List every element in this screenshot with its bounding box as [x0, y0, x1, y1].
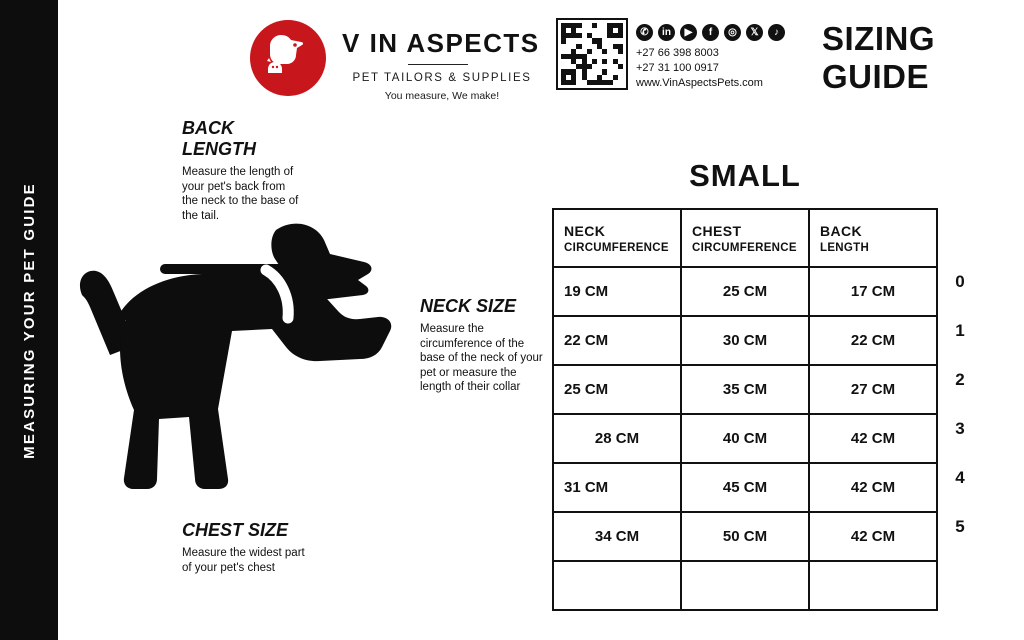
- cell-chest: 50 CM: [681, 512, 809, 561]
- callout-chest-size-title: CHEST SIZE: [182, 520, 289, 540]
- x-twitter-icon[interactable]: 𝕏: [746, 24, 763, 41]
- facebook-icon[interactable]: f: [702, 24, 719, 41]
- row-index-column: [940, 208, 980, 551]
- dog-cat-logo-icon: [262, 28, 314, 80]
- sidebar-rotated-title: [0, 0, 58, 640]
- social-icons-row: [636, 24, 785, 41]
- column-chest-line1: CHEST: [692, 222, 742, 239]
- table-row: [553, 414, 937, 463]
- qr-code-icon[interactable]: [556, 18, 628, 90]
- cell-back: 17 CM: [809, 267, 937, 316]
- column-neck-line2: CIRCUMFERENCE: [564, 241, 669, 254]
- cell-back: 22 CM: [809, 316, 937, 365]
- sidebar-label: MEASURING YOUR PET GUIDE: [20, 181, 38, 459]
- brand-logo-block: [250, 14, 550, 114]
- callout-back-length: [182, 118, 302, 223]
- website-url[interactable]: www.VinAspectsPets.com: [636, 77, 763, 89]
- brand-divider: [408, 64, 468, 65]
- index-spacer: [940, 208, 980, 257]
- column-neck-line1: NECK: [564, 222, 606, 239]
- table-row: [553, 267, 937, 316]
- row-index: 0: [955, 272, 965, 291]
- cell-chest: 40 CM: [681, 414, 809, 463]
- size-category-title: SMALL: [689, 158, 801, 193]
- cell-back: 42 CM: [809, 463, 937, 512]
- linkedin-icon[interactable]: in: [658, 24, 675, 41]
- page-title: SIZING GUIDE: [822, 20, 936, 95]
- brand-name: V IN ASPECTS: [342, 28, 540, 58]
- cell-neck: 19 CM: [553, 267, 681, 316]
- brand-tagline: You measure, We make!: [384, 90, 500, 102]
- whatsapp-icon[interactable]: ✆: [636, 24, 653, 41]
- cell-back: [809, 561, 937, 610]
- column-neck: [553, 209, 681, 267]
- callout-chest-size-desc: Measure the widest part of your pet's chest: [182, 547, 305, 574]
- instagram-icon[interactable]: ◎: [724, 24, 741, 41]
- table-row: [553, 463, 937, 512]
- column-back: [809, 209, 937, 267]
- row-index: 5: [955, 517, 965, 536]
- table-row: [553, 316, 937, 365]
- phone-1: +27 66 398 8003: [636, 47, 719, 59]
- cell-chest: 35 CM: [681, 365, 809, 414]
- column-chest: [681, 209, 809, 267]
- table-row: [553, 512, 937, 561]
- column-back-line1: BACK: [820, 222, 863, 239]
- cell-neck: [553, 561, 681, 610]
- callout-neck-size-title: NECK SIZE: [420, 296, 517, 316]
- cell-back: 42 CM: [809, 414, 937, 463]
- row-index: 2: [955, 370, 965, 389]
- cell-chest: 45 CM: [681, 463, 809, 512]
- youtube-icon[interactable]: ▶: [680, 24, 697, 41]
- row-index: 1: [955, 321, 965, 340]
- cell-neck: 31 CM: [553, 463, 681, 512]
- contact-details: [636, 46, 763, 91]
- cell-neck: 22 CM: [553, 316, 681, 365]
- tiktok-icon[interactable]: ♪: [768, 24, 785, 41]
- dog-illustration: [70, 200, 420, 520]
- phone-2: +27 31 100 0917: [636, 62, 719, 74]
- cell-neck: 28 CM: [553, 414, 681, 463]
- sizing-table: [552, 208, 938, 611]
- brand-subtitle: PET TAILORS & SUPPLIES: [352, 72, 532, 84]
- row-index: 4: [955, 468, 965, 487]
- callout-back-length-desc: Measure the length of your pet's back from the neck to the base of the tail.: [182, 166, 299, 222]
- callout-neck-size: [420, 296, 544, 395]
- cell-chest: 25 CM: [681, 267, 809, 316]
- table-header-row: [553, 209, 937, 267]
- table-row: [553, 561, 937, 610]
- cell-neck: 25 CM: [553, 365, 681, 414]
- callout-chest-size: [182, 520, 312, 575]
- table-row: [553, 365, 937, 414]
- cell-neck: 34 CM: [553, 512, 681, 561]
- callout-back-length-title: BACK LENGTH: [182, 118, 256, 159]
- callout-neck-size-desc: Measure the circumference of the base of the neck of your pet or measure the length of their collar: [420, 323, 543, 393]
- cell-back: 42 CM: [809, 512, 937, 561]
- row-index: 3: [955, 419, 965, 438]
- cell-back: 27 CM: [809, 365, 937, 414]
- cell-chest: [681, 561, 809, 610]
- column-back-line2: LENGTH: [820, 241, 870, 254]
- cell-chest: 30 CM: [681, 316, 809, 365]
- column-chest-line2: CIRCUMFERENCE: [692, 241, 797, 254]
